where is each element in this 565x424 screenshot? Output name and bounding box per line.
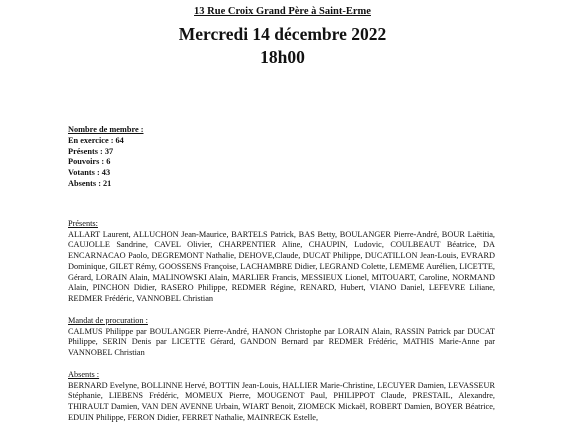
member-count-block xyxy=(68,125,144,190)
member-count-heading: Nombre de membre : xyxy=(68,125,144,134)
absent-heading: Absents : xyxy=(68,370,100,379)
proxy-section xyxy=(68,316,495,359)
absent-section xyxy=(68,370,495,424)
present-list: ALLART Laurent, ALLUCHON Jean-Maurice, BARTELS Patrick, BAS Betty, BOULANGER Pierre-André, BOUR Laëtitia, CAUJOLLE Sandrine, CAVEL Olivier, CHARPENTIER Aline, CHAUPIN, Ludovic, COULBEAUT Béatrice, DA ENCARNACAO Paolo, DEGREMONT Nathalie, DEHOVE,Claude, DUCAT Philippe, DUCATILLON Jean-Louis, EVRARD Dominique, GILET Rémy, GOOSSENS Françoise, LACHAMBRE Didier, LEGRAND Colette, LEMEME Aurélien, LICETTE, Gérard, LORAIN Alain, MALINOWSKI Alain, MARLIER Francis, MESSIEUX Lionel, MITOUART, Caroline, NORMAND Alain, PINCHON Didier, RASERO Philippe, REDMER Régine, RENARD, Hubert, VIANO Daniel, LEFEVRE Liliane, REDMER Frédéric, VANNOBEL Christian xyxy=(68,229,495,303)
present-section xyxy=(68,219,495,305)
absent-list: BERNARD Evelyne, BOLLINNE Hervé, BOTTIN Jean-Louis, HALLIER Marie-Christine, LECUYER Damien, LEVASSEUR Stéphanie, LIEBENS Frédéric, MOMEUX Pierre, MOUGENOT Paul, PHILIPPOT Claude, PRESTAIL, Alexandre, THIRAULT Damien, VAN DEN AVENNE Urbain, WIART Benoit, ZIOMECK Mickaël, ROBERT Damien, BOYER Béatrice, EDUIN Philippe, FERON Didier, FERRET Nathalie, MAINRECK Estelle, xyxy=(68,380,495,422)
present-heading: Présents: xyxy=(68,219,98,228)
meeting-date: Mercredi 14 décembre 2022 xyxy=(178,24,387,44)
members-proxies: Pouvoirs : 6 xyxy=(68,157,111,167)
members-in-office: En exercice : 64 xyxy=(68,135,124,145)
proxy-heading: Mandat de procuration : xyxy=(68,316,148,325)
meeting-time: 18h00 xyxy=(260,47,305,67)
proxy-list: CALMUS Philippe par BOULANGER Pierre-André, HANON Christophe par LORAIN Alain, RASSIN Patrick par DUCAT Philippe, SERIN Denis par LICETTE Gérard, GANDON Bernard par REDMER Frédéric, MATHIS Marie-Anne par VANNOBEL Christian xyxy=(68,326,495,358)
members-absent: Absents : 21 xyxy=(68,178,112,188)
meeting-address: 13 Rue Croix Grand Père à Saint-Erme xyxy=(194,6,371,17)
members-present: Présents : 37 xyxy=(68,146,114,156)
members-voters: Votants : 43 xyxy=(68,168,111,178)
